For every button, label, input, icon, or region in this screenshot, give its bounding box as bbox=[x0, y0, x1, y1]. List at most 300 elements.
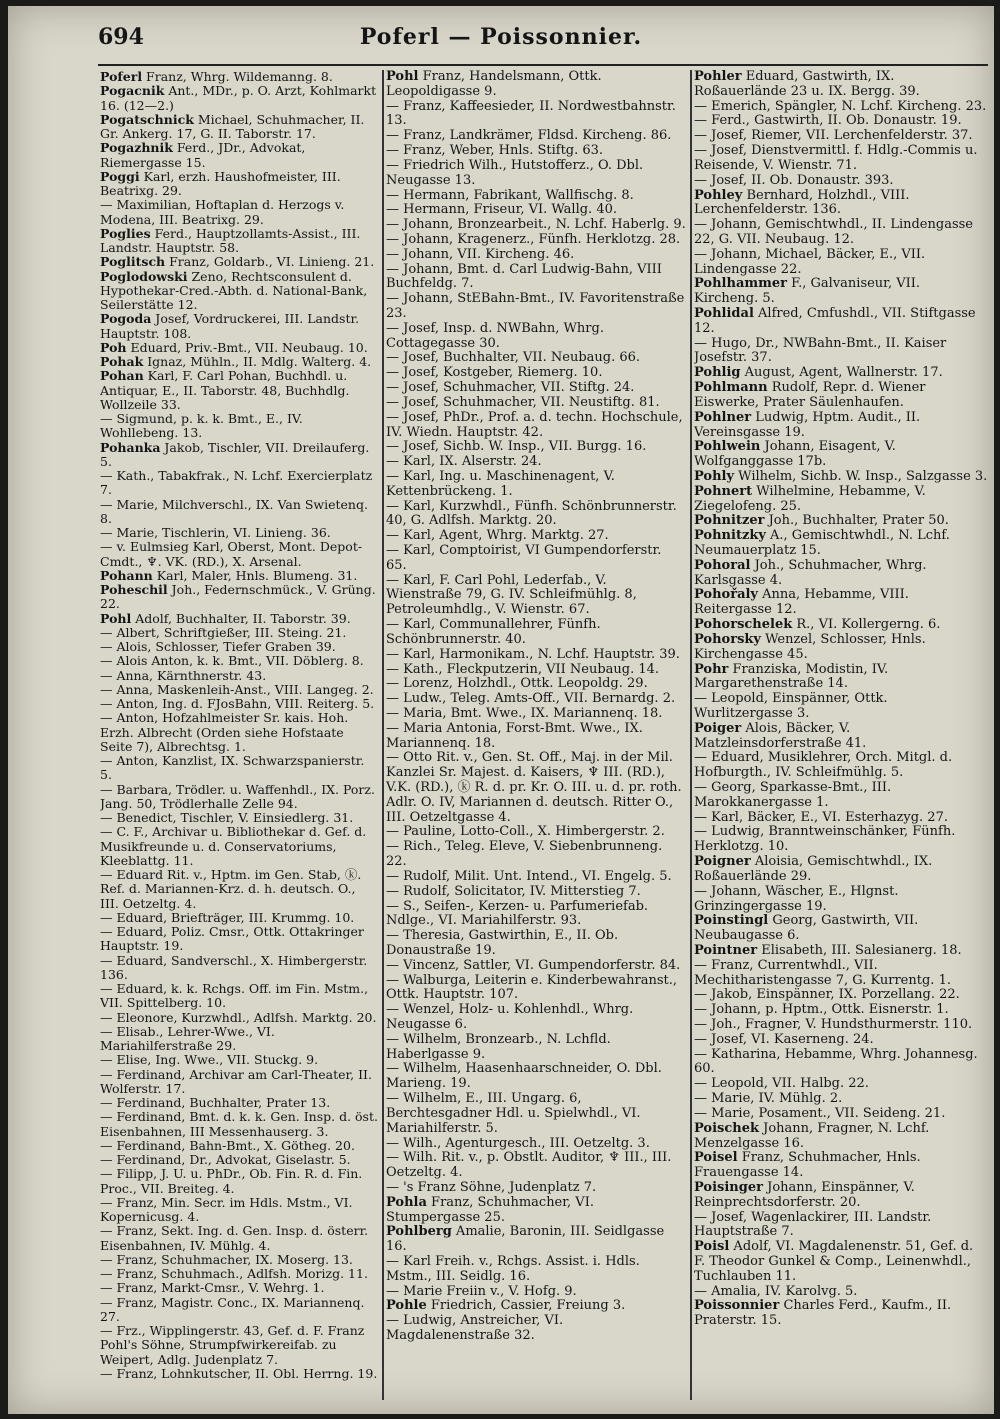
directory-page bbox=[8, 6, 994, 1414]
entry-text: — Frz., Wipplingerstr. 43, Gef. d. F. Franz Pohl's Söhne, Strumpfwirkereifab. zu Weipert, Adlg. Judenplatz 7. bbox=[100, 1323, 365, 1367]
directory-entry bbox=[694, 189, 988, 219]
entry-surname: Pohl bbox=[100, 610, 132, 626]
entry-surname: Poglitsch bbox=[100, 254, 166, 270]
directory-entry bbox=[100, 1011, 378, 1025]
directory-entry bbox=[100, 1253, 378, 1267]
entry-text: — Ludwig, Anstreicher, VI. Magdalenenstraße 32. bbox=[386, 1313, 564, 1344]
entry-text: — Friedrich Wilh., Hutstofferz., O. Dbl. Neugasse 13. bbox=[386, 157, 644, 188]
directory-entry bbox=[100, 1025, 378, 1054]
directory-entry bbox=[100, 1096, 378, 1110]
entry-text: — Marie Freiin v., V. Hofg. 9. bbox=[386, 1283, 577, 1299]
entry-surname: Pohnert bbox=[694, 483, 753, 499]
entry-text: — Vincenz, Sattler, VI. Gumpendorferstr. 84. bbox=[386, 957, 681, 973]
directory-entry bbox=[694, 1092, 988, 1107]
directory-entry bbox=[100, 954, 378, 983]
entry-surname: Pohořaly bbox=[694, 587, 758, 603]
directory-entry bbox=[100, 141, 378, 170]
entry-text: — Franz, Kaffeesieder, II. Nordwestbahnstr. 13. bbox=[386, 98, 676, 129]
entry-text: — Rudolf, Solicitator, IV. Mitterstieg 7. bbox=[386, 883, 641, 899]
entry-text: — Josef, Dienstvermittl. f. Hdlg.-Commis u. Reisende, V. Wienstr. 71. bbox=[694, 143, 978, 173]
entry-text: — Wilhelm, Bronzearb., N. Lchfld. Haberlgasse 9. bbox=[386, 1031, 611, 1062]
directory-entry bbox=[694, 218, 988, 248]
entry-text: — Franz, Markt-Cmsr., V. Wehrg. 1. bbox=[100, 1280, 325, 1296]
entry-surname: Poheschil bbox=[100, 582, 168, 597]
directory-entry bbox=[100, 540, 378, 569]
entry-text: Jakob, Tischler, VII. Dreilauferg. 5. bbox=[100, 439, 370, 469]
entry-text: — Franz, Weber, Hnls. Stiftg. 63. bbox=[386, 143, 604, 159]
directory-entry bbox=[100, 312, 378, 341]
directory-entry bbox=[100, 754, 378, 783]
entry-text: — Benedict, Tischler, V. Einsiedlerg. 31. bbox=[100, 810, 354, 825]
entry-text: — Anna, Kärnthnerstr. 43. bbox=[100, 667, 267, 683]
entry-text: Michael, Schuhmacher, II. Gr. Ankerg. 17, G. II. Taborstr. 17. bbox=[100, 111, 365, 141]
entry-surname: Pointner bbox=[694, 942, 758, 958]
directory-entry bbox=[694, 337, 988, 367]
entry-surname: Pohla bbox=[386, 1194, 427, 1210]
entry-text: Franz, Whrg. Wildemanng. 8. bbox=[142, 70, 333, 84]
entry-text: — Amalia, IV. Karolvg. 5. bbox=[694, 1283, 858, 1299]
directory-entry bbox=[100, 982, 378, 1011]
entry-text: Joh., Buchhalter, Prater 50. bbox=[764, 513, 949, 529]
directory-entry bbox=[694, 1077, 988, 1092]
entry-text: Adolf, Buchhalter, II. Taborstr. 39. bbox=[131, 610, 351, 626]
directory-entry bbox=[386, 618, 686, 648]
entry-text: Rudolf, Repr. d. Wiener Eiswerke, Prater Säulenhaufen. bbox=[694, 380, 926, 410]
entry-text: — Johann, StEBahn-Bmt., IV. Favoritenstraße 23. bbox=[386, 291, 685, 321]
entry-text: — Marie, Milchverschl., IX. Van Swietenq. 8. bbox=[100, 496, 368, 526]
entry-text: — Josef, Buchhalter, VII. Neubaug. 66. bbox=[386, 350, 641, 366]
directory-entry bbox=[386, 1003, 686, 1033]
entry-text: Franz, Handelsmann, Ottk. Leopoldigasse 9. bbox=[386, 70, 602, 99]
directory-entry bbox=[694, 692, 988, 722]
entry-text: — Maria Antonia, Forst-Bmt. Wwe., IX. Mariannenq. 18. bbox=[386, 720, 643, 751]
entry-text: Wilhelm, Sichb. W. Insp., Salzgasse 3. bbox=[734, 468, 988, 484]
entry-surname: Poferl bbox=[100, 70, 143, 84]
entry-text: — Karl, IX. Alserstr. 24. bbox=[386, 454, 542, 470]
entry-text: A., Gemischtwhdl., N. Lchf. Neumauerplatz 15. bbox=[694, 528, 950, 558]
entry-text: — Karl, Bäcker, E., VI. Esterhazyg. 27. bbox=[694, 809, 948, 825]
entry-text: Franz, Schuhmacher, Hnls. Frauengasse 14. bbox=[694, 1150, 921, 1181]
entry-text: — Emerich, Spängler, N. Lchf. Kircheng. 23. bbox=[694, 98, 987, 114]
directory-entry bbox=[386, 1196, 686, 1226]
entry-surname: Poiger bbox=[694, 720, 742, 736]
entry-text: — Johann, Kragenerz., Fünfh. Herklotzg. 28. bbox=[386, 231, 681, 247]
entry-text: — Joh., Fragner, V. Hundsthurmerstr. 110. bbox=[694, 1017, 973, 1032]
entry-text: — Lorenz, Holzhdl., Ottk. Leopoldg. 29. bbox=[386, 676, 648, 692]
entry-text: — Eduard, Musiklehrer, Orch. Mitgl. d. Hofburgth., IV. Schleifmühlg. 5. bbox=[694, 750, 953, 781]
entry-surname: Pohnitzer bbox=[694, 513, 765, 529]
directory-entry bbox=[386, 233, 686, 248]
entry-text: — Ferdinand, Dr., Advokat, Giselastr. 5. bbox=[100, 1152, 351, 1167]
entry-text: Johann, Einspänner, V. Reinprechtsdorferstr. 20. bbox=[694, 1179, 915, 1210]
directory-entry bbox=[100, 170, 378, 199]
directory-entry bbox=[100, 1267, 378, 1281]
directory-entry bbox=[100, 911, 378, 925]
directory-entry bbox=[100, 612, 378, 626]
directory-entry bbox=[694, 663, 988, 693]
entry-text: Eduard, Priv.-Bmt., VII. Neubaug. 10. bbox=[126, 339, 368, 355]
entry-text: — Ferdinand, Bmt. d. k. k. Gen. Insp. d. öst. Eisenbahnen, III Messenhauserg. 3. bbox=[100, 1109, 378, 1139]
entry-text: Elisabeth, III. Salesianerg. 18. bbox=[757, 942, 962, 958]
entry-text: Ant., MDr., p. O. Arzt, Kohlmarkt 16. (12—2.) bbox=[100, 83, 377, 113]
directory-entry bbox=[386, 1314, 686, 1344]
entry-text: — Eduard, Briefträger, III. Krummg. 10. bbox=[100, 909, 355, 925]
entry-text: — Rich., Teleg. Eleve, V. Siebenbrunneng. 22. bbox=[386, 839, 663, 870]
directory-entry bbox=[100, 1053, 378, 1067]
directory-entry bbox=[386, 1151, 686, 1181]
entry-surname: Pohlidal bbox=[694, 306, 754, 321]
entry-text: Ferd., JDr., Advokat, Riemergasse 15. bbox=[100, 140, 306, 170]
entry-text: — 's Franz Söhne, Judenplatz 7. bbox=[386, 1179, 597, 1195]
entry-text: Johann, Eisagent, V. Wolfganggasse 17b. bbox=[694, 439, 896, 470]
entry-surname: Pohle bbox=[386, 1298, 427, 1314]
directory-entry bbox=[100, 1068, 378, 1097]
entry-text: — Anton, Kanzlist, IX. Schwarzspanierstr. 5. bbox=[100, 753, 365, 783]
entry-text: Anna, Hebamme, VIII. Reitergasse 12. bbox=[694, 587, 909, 618]
directory-entry bbox=[386, 100, 686, 130]
directory-entry bbox=[100, 227, 378, 256]
directory-entry bbox=[386, 1299, 686, 1314]
directory-entry bbox=[100, 369, 378, 412]
directory-entry bbox=[386, 692, 686, 707]
directory-entry bbox=[100, 569, 378, 583]
directory-entry bbox=[100, 355, 378, 369]
directory-entry bbox=[386, 959, 686, 974]
directory-entry bbox=[100, 498, 378, 527]
header-rule bbox=[98, 64, 988, 66]
entry-text: — Hermann, Friseur, VI. Wallg. 40. bbox=[386, 202, 617, 218]
entry-text: — C. F., Archivar u. Bibliothekar d. Gef. d. Musikfreunde u. d. Conservatoriums, Kleeblattg. 11. bbox=[100, 824, 367, 868]
entry-text: — Pauline, Lotto-Coll., X. Himbergerstr. 2. bbox=[386, 824, 665, 840]
entry-text: — Eduard, Sandverschl., X. Himbergerstr. 136. bbox=[100, 952, 368, 982]
directory-entry bbox=[694, 529, 988, 559]
entry-text: — Ferdinand, Archivar am Carl-Theater, II. Wolferstr. 17. bbox=[100, 1066, 372, 1096]
entry-surname: Pohorschelek bbox=[694, 617, 793, 633]
directory-entry bbox=[386, 440, 686, 455]
directory-entry bbox=[694, 514, 988, 529]
directory-entry bbox=[386, 1137, 686, 1152]
directory-entry bbox=[100, 669, 378, 683]
entry-text: — Johann, p. Hptm., Ottk. Eisnerstr. 1. bbox=[694, 1002, 949, 1018]
directory-entry bbox=[386, 1255, 686, 1285]
directory-entry bbox=[386, 1181, 686, 1196]
entry-surname: Poisel bbox=[694, 1150, 738, 1166]
directory-entry bbox=[386, 159, 686, 189]
entry-text: — Leopold, Einspänner, Ottk. Wurlitzergasse 3. bbox=[694, 691, 888, 721]
directory-entry bbox=[100, 198, 378, 227]
directory-entry bbox=[100, 469, 378, 498]
entry-surname: Pohann bbox=[100, 567, 153, 583]
directory-entry bbox=[694, 855, 988, 885]
directory-entry bbox=[694, 959, 988, 989]
directory-entry bbox=[694, 277, 988, 307]
directory-entry bbox=[386, 544, 686, 574]
entry-text: — Karl, F. Carl Pohl, Lederfab., V. Wienstraße 79, G. IV. Schleifmühlg. 8, Petroleumhdlg., V. Wienstr. 67. bbox=[386, 572, 637, 618]
directory-entry bbox=[100, 1196, 378, 1225]
entry-text: — Walburga, Leiterin e. Kinderbewahranst., Ottk. Hauptstr. 107. bbox=[386, 972, 677, 1003]
directory-entry bbox=[386, 322, 686, 352]
directory-entry bbox=[694, 1211, 988, 1241]
entry-text: — Hugo, Dr., NWBahn-Bmt., II. Kaiser Josefstr. 37. bbox=[694, 335, 947, 366]
entry-text: Wilhelmine, Hebamme, V. Ziegelofeng. 25. bbox=[694, 483, 926, 514]
directory-entry bbox=[694, 559, 988, 589]
entry-surname: Poglodowski bbox=[100, 268, 188, 284]
directory-entry bbox=[694, 1299, 988, 1329]
entry-text: — Wilh., Agenturgesch., III. Oetzeltg. 3. bbox=[386, 1135, 650, 1151]
entry-text: — Franz, Sekt. Ing. d. Gen. Insp. d. österr. Eisenbahnen, IV. Mühlg. 4. bbox=[100, 1223, 369, 1253]
directory-entry bbox=[386, 722, 686, 752]
entry-surname: Pohlig bbox=[694, 365, 741, 381]
entry-surname: Poglies bbox=[100, 225, 151, 241]
entry-text: Ignaz, Mühln., II. Mdlg. Walterg. 4. bbox=[143, 354, 372, 369]
directory-entry bbox=[386, 470, 686, 500]
entry-surname: Pohlner bbox=[694, 409, 752, 425]
entry-text: R., VI. Kollergerng. 6. bbox=[792, 617, 941, 633]
entry-text: — Josef, PhDr., Prof. a. d. techn. Hochschule, IV. Wiedn. Hauptstr. 42. bbox=[386, 409, 683, 440]
entry-text: — Josef, Kostgeber, Riemerg. 10. bbox=[386, 365, 603, 381]
directory-entry bbox=[386, 292, 686, 322]
directory-entry bbox=[386, 248, 686, 263]
directory-entry bbox=[386, 396, 686, 411]
directory-entry bbox=[386, 707, 686, 722]
entry-text: — Ferdinand, Bahn-Bmt., X. Götheg. 20. bbox=[100, 1137, 355, 1153]
directory-entry bbox=[100, 1139, 378, 1153]
entry-surname: Pohr bbox=[694, 661, 729, 677]
directory-entry bbox=[100, 84, 378, 113]
entry-text: Bernhard, Holzhdl., VIII. Lerchenfelderstr. 136. bbox=[694, 187, 910, 218]
entry-text: — Wilh. Rit. v., p. Obstlt. Auditor, ♆ III., III. Oetzeltg. 4. bbox=[386, 1150, 672, 1181]
directory-entry bbox=[694, 588, 988, 618]
entry-text: Charles Ferd., Kaufm., II. Praterstr. 15. bbox=[694, 1298, 952, 1329]
entry-text: — Eduard, Poliz. Cmsr., Ottk. Ottakringer Hauptstr. 19. bbox=[100, 924, 364, 954]
entry-text: Franz, Goldarb., VI. Linieng. 21. bbox=[165, 254, 375, 270]
entry-text: — Franz, Schuhmacher, IX. Moserg. 13. bbox=[100, 1251, 353, 1267]
entry-text: — Theresia, Gastwirthin, E., II. Ob. Donaustraße 19. bbox=[386, 928, 619, 958]
directory-entry bbox=[386, 1092, 686, 1136]
directory-entry bbox=[386, 677, 686, 692]
entry-text: — Karl, Comptoirist, VI Gumpendorferstr. 65. bbox=[386, 543, 662, 573]
entry-text: — Wilhelm, E., III. Ungarg. 6, Berchtesgadner Hdl. u. Spielwhdl., VI. Mariahilferstr. 5. bbox=[386, 1091, 641, 1136]
entry-text: Joh., Federnschmück., V. Grüng. 22. bbox=[100, 582, 376, 612]
entry-surname: Pohak bbox=[100, 354, 144, 369]
directory-entry bbox=[694, 1107, 988, 1122]
entry-text: — Johann, Gemischtwhdl., II. Lindengasse 22, G. VII. Neubaug. 12. bbox=[694, 217, 973, 247]
entry-text: — Anton, Ing. d. FJosBahn, VIII. Reiterg. 5. bbox=[100, 696, 375, 711]
directory-entry bbox=[100, 711, 378, 754]
entry-surname: Pohanka bbox=[100, 439, 161, 455]
directory-entry bbox=[386, 366, 686, 381]
page-number: 694 bbox=[98, 24, 144, 50]
entry-text: — Wenzel, Holz- u. Kohlenhdl., Whrg. Neugasse 6. bbox=[386, 1002, 634, 1032]
entry-text: — Ludwig, Branntweinschänker, Fünfh. Herklotzg. 10. bbox=[694, 824, 956, 855]
directory-entry bbox=[100, 341, 378, 355]
directory-entry bbox=[694, 1003, 988, 1018]
column-divider bbox=[382, 70, 384, 1400]
directory-entry bbox=[386, 840, 686, 870]
directory-entry bbox=[386, 129, 686, 144]
entry-text: — Anna, Maskenleih-Anst., VIII. Langeg. 2. bbox=[100, 681, 374, 697]
directory-entry bbox=[386, 1285, 686, 1300]
entry-surname: Pohnitzky bbox=[694, 528, 766, 544]
entry-text: — Maximilian, Hoftaplan d. Herzogs v. Modena, III. Beatrixg. 29. bbox=[100, 197, 345, 227]
entry-text: — Marie, Tischlerin, VI. Linieng. 36. bbox=[100, 525, 331, 540]
directory-entry bbox=[694, 988, 988, 1003]
directory-entry bbox=[694, 1018, 988, 1033]
entry-text: — Franz, Schuhmach., Adlfsh. Morizg. 11. bbox=[100, 1266, 368, 1281]
entry-surname: Poh bbox=[100, 339, 127, 355]
entry-text: — v. Eulmsieg Karl, Oberst, Mont. Depot-Cmdt., ♆. VK. (RD.), X. Arsenal. bbox=[100, 539, 363, 569]
directory-entry bbox=[694, 781, 988, 811]
directory-entry bbox=[100, 70, 378, 84]
directory-entry bbox=[694, 248, 988, 278]
entry-text: Zeno, Rechtsconsulent d. Hypothekar-Cred.-Abth. d. National-Bank, Seilerstätte 12. bbox=[100, 268, 368, 312]
directory-entry bbox=[694, 633, 988, 663]
entry-surname: Pogoda bbox=[100, 311, 152, 327]
directory-entry bbox=[694, 885, 988, 915]
directory-entry bbox=[694, 751, 988, 781]
entry-text: — Eduard Rit. v., Hptm. im Gen. Stab, ⓚ. Ref. d. Mariannen-Krz. d. h. deutsch. O., III. Oetzeltg. 4. bbox=[100, 867, 362, 911]
directory-entry bbox=[100, 1153, 378, 1167]
directory-entry bbox=[694, 1122, 988, 1152]
entry-text: Friedrich, Cassier, Freiung 3. bbox=[426, 1298, 626, 1314]
directory-entry bbox=[694, 825, 988, 855]
directory-entry bbox=[386, 870, 686, 885]
entry-text: — Albert, Schriftgießer, III. Steing. 21. bbox=[100, 624, 347, 640]
entry-surname: Pohl bbox=[386, 70, 419, 84]
entry-text: — Kath., Fleckputzerin, VII Neubaug. 14. bbox=[386, 661, 660, 677]
entry-text: — Johann, Michael, Bäcker, E., VII. Lindengasse 22. bbox=[694, 246, 926, 277]
entry-text: — Marie, IV. Mühlg. 2. bbox=[694, 1091, 843, 1107]
column-divider bbox=[690, 70, 692, 1400]
column-3 bbox=[694, 70, 988, 1405]
entry-text: — Josef, Wagenlackirer, III. Landstr. Hauptstraße 7. bbox=[694, 1209, 932, 1240]
entry-text: — Maria, Bmt. Wwe., IX. Mariannenq. 18. bbox=[386, 705, 663, 721]
entry-text: — Josef, Sichb. W. Insp., VII. Burgg. 16. bbox=[386, 439, 647, 455]
entry-text: Karl, Maler, Hnls. Blumeng. 31. bbox=[152, 567, 358, 583]
entry-text: — Leopold, VII. Halbg. 22. bbox=[694, 1076, 869, 1092]
entry-text: — Barbara, Trödler. u. Waffenhdl., IX. Porz. Jang. 50, Trödlerhalle Zelle 94. bbox=[100, 781, 375, 811]
entry-text: August, Agent, Wallnerstr. 17. bbox=[740, 365, 943, 381]
directory-entry bbox=[694, 1181, 988, 1211]
directory-entry bbox=[386, 70, 686, 100]
directory-entry bbox=[694, 144, 988, 174]
entry-surname: Poisl bbox=[694, 1239, 730, 1255]
page-header bbox=[8, 20, 994, 60]
entry-text: Wenzel, Schlosser, Hnls. Kirchengasse 45. bbox=[694, 631, 926, 662]
entry-text: — Anton, Hofzahlmeister Sr. kais. Hoh. Erzh. Albrecht (Orden siehe Hofstaate Seite 7), Albrechtsg. 1. bbox=[100, 710, 349, 754]
columns bbox=[8, 70, 994, 1405]
directory-entry bbox=[386, 648, 686, 663]
entry-text: Josef, Vordruckerei, III. Landstr. Hauptstr. 108. bbox=[100, 311, 360, 341]
entry-text: — Ferdinand, Buchhalter, Prater 13. bbox=[100, 1095, 331, 1110]
entry-text: — Marie, Posament., VII. Seideng. 21. bbox=[694, 1105, 946, 1121]
entry-surname: Pohorsky bbox=[694, 631, 761, 647]
entry-text: — S., Seifen-, Kerzen- u. Parfumeriefab. Ndlge., VI. Mariahilferstr. 93. bbox=[386, 898, 649, 929]
directory-entry bbox=[386, 144, 686, 159]
directory-entry bbox=[100, 526, 378, 540]
directory-entry bbox=[386, 189, 686, 204]
directory-entry bbox=[694, 129, 988, 144]
directory-entry bbox=[386, 411, 686, 441]
directory-entry bbox=[694, 1033, 988, 1048]
entry-surname: Pohlberg bbox=[386, 1224, 452, 1240]
entry-text: — Johann, Bronzearbeit., N. Lchf. Haberlg. 9. bbox=[386, 217, 686, 233]
entry-text: Adolf, VI. Magdalenenstr. 51, Gef. d. F. Theodor Gunkel & Comp., Leinenwhdl., Tuchlauben 11. bbox=[694, 1239, 974, 1284]
directory-entry bbox=[100, 1324, 378, 1367]
entry-text: — Katharina, Hebamme, Whrg. Johannesg. 60. bbox=[694, 1046, 978, 1077]
directory-entry bbox=[100, 654, 378, 668]
directory-entry bbox=[100, 868, 378, 911]
directory-entry bbox=[100, 1296, 378, 1325]
directory-entry bbox=[386, 929, 686, 959]
entry-text: — Alois Anton, k. k. Bmt., VII. Döblerg. 8. bbox=[100, 653, 364, 669]
entry-text: Georg, Gastwirth, VII. Neubaugasse 6. bbox=[694, 913, 919, 944]
entry-text: — Franz, Currentwhdl., VII. Mechitharistengasse 7, G. Kurrentg. 1. bbox=[694, 957, 951, 988]
entry-surname: Pohlmann bbox=[694, 380, 768, 396]
entry-text: — Karl, Agent, Whrg. Marktg. 27. bbox=[386, 528, 609, 544]
entry-text: — Josef, Riemer, VII. Lerchenfelderstr. 37. bbox=[694, 128, 973, 144]
directory-entry bbox=[100, 783, 378, 812]
entry-text: — Josef, Insp. d. NWBahn, Whrg. Cottagegasse 30. bbox=[386, 320, 604, 351]
entry-surname: Poggi bbox=[100, 168, 140, 184]
entry-surname: Pohlwein bbox=[694, 439, 761, 455]
directory-entry bbox=[694, 1151, 988, 1181]
directory-entry bbox=[100, 1281, 378, 1295]
directory-entry bbox=[100, 1367, 378, 1381]
entry-text: Eduard, Gastwirth, IX. Roßauerlände 23 u. IX. Bergg. 39. bbox=[694, 70, 920, 99]
entry-text: — Josef, Schuhmacher, VII. Neustiftg. 81. bbox=[386, 394, 660, 410]
entry-surname: Pohley bbox=[694, 187, 743, 203]
directory-entry bbox=[694, 411, 988, 441]
directory-entry bbox=[386, 974, 686, 1004]
directory-entry bbox=[100, 441, 378, 470]
entry-text: — Jakob, Einspänner, IX. Porzellang. 22. bbox=[694, 987, 960, 1003]
directory-entry bbox=[694, 381, 988, 411]
entry-text: — Otto Rit. v., Gen. St. Off., Maj. in der Mil. Kanzlei Sr. Majest. d. Kaisers, ♆ III. (RD.), V.K. (RD.), ⓚ R. d. pr. Kr. O. III. u. d. pr. roth. Adlr. O. IV, Mariannen d. deutsch. Ritter O., III. Oetzeltgasse 4. bbox=[386, 750, 682, 825]
entry-text: — Karl Freih. v., Rchgs. Assist. i. Hdls. Mstm., III. Seidlg. 16. bbox=[386, 1254, 640, 1284]
directory-entry bbox=[100, 1110, 378, 1139]
entry-text: — Johann, Wäscher, E., Hlgnst. Grinzingergasse 19. bbox=[694, 883, 899, 914]
directory-entry bbox=[100, 626, 378, 640]
entry-text: F., Galvaniseur, VII. Kircheng. 5. bbox=[694, 276, 921, 307]
entry-text: Amalie, Baronin, III. Seidlgasse 16. bbox=[386, 1224, 665, 1255]
directory-entry bbox=[386, 218, 686, 233]
directory-entry bbox=[386, 900, 686, 930]
entry-text: — Ludw., Teleg. Amts-Off., VII. Bernardg. 2. bbox=[386, 691, 676, 707]
directory-entry bbox=[694, 1048, 988, 1078]
entry-text: — Karl, Ing. u. Maschinenagent, V. Kettenbrückeng. 1. bbox=[386, 468, 615, 499]
entry-text: — Johann, VII. Kircheng. 46. bbox=[386, 246, 575, 262]
entry-text: — Karl, Harmonikam., N. Lchf. Hauptstr. 39. bbox=[386, 646, 680, 662]
entry-surname: Pohan bbox=[100, 368, 144, 384]
directory-entry bbox=[100, 583, 378, 612]
entry-surname: Pohler bbox=[694, 70, 742, 84]
entry-text: — Karl, Communallehrer, Fünfh. Schönbrunnerstr. 40. bbox=[386, 617, 601, 647]
entry-surname: Poissonnier bbox=[694, 1298, 780, 1314]
entry-text: — Eleonore, Kurzwhdl., Adlfsh. Marktg. 20. bbox=[100, 1009, 377, 1025]
entry-surname: Pogazhnik bbox=[100, 140, 173, 156]
directory-entry bbox=[100, 1167, 378, 1196]
entry-surname: Poisinger bbox=[694, 1179, 763, 1195]
directory-entry bbox=[694, 485, 988, 515]
entry-surname: Pohly bbox=[694, 468, 735, 484]
entry-text: Franziska, Modistin, IV. Margarethenstraße 14. bbox=[694, 661, 889, 692]
entry-text: Johann, Fragner, N. Lchf. Menzelgasse 16. bbox=[694, 1120, 930, 1151]
entry-text: — Franz, Landkrämer, Fldsd. Kircheng. 86. bbox=[386, 128, 672, 144]
directory-entry bbox=[386, 574, 686, 618]
entry-surname: Poigner bbox=[694, 854, 751, 870]
entry-text: — Elisab., Lehrer-Wwe., VI. Mariahilferstraße 29. bbox=[100, 1023, 275, 1053]
